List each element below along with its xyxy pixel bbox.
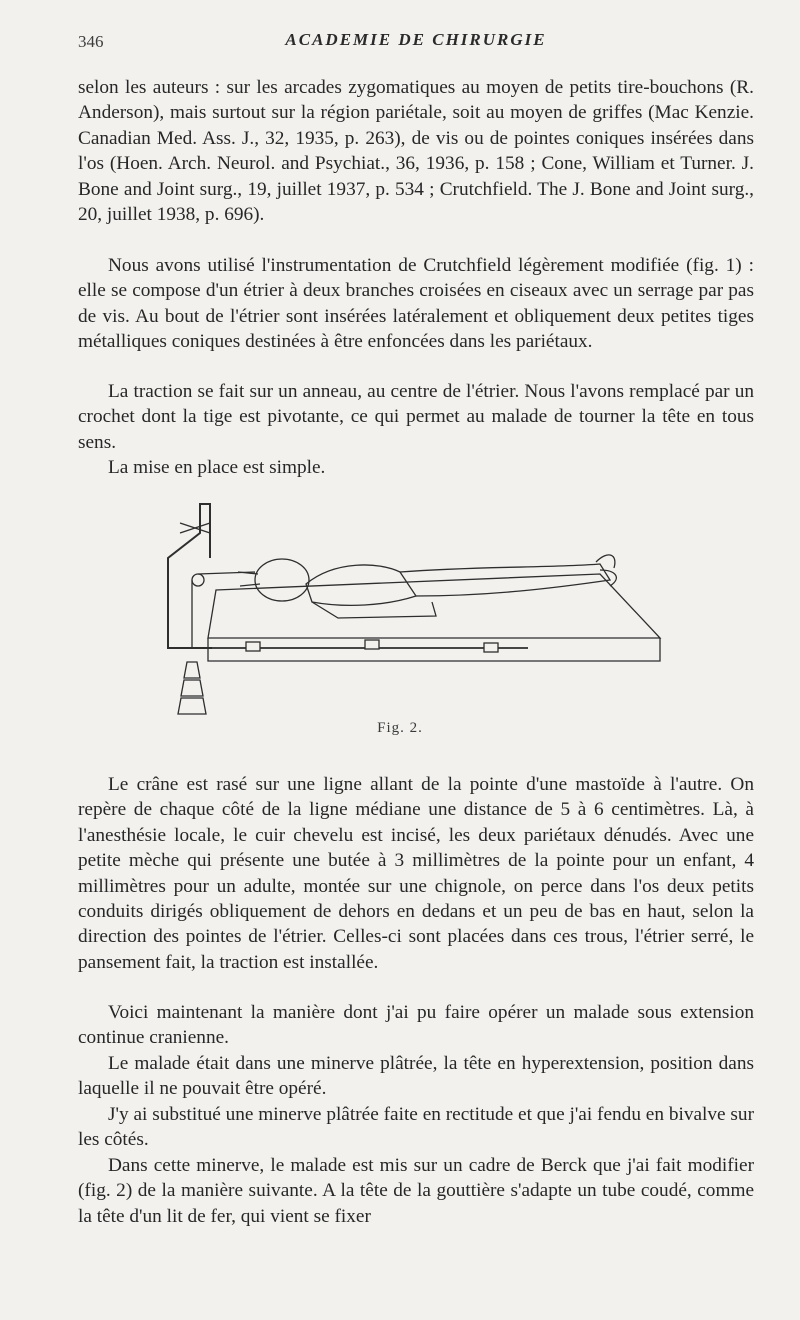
pulley (192, 574, 204, 586)
frame-side (208, 638, 660, 661)
weight-3 (178, 698, 206, 714)
paragraph-minerve: Le malade était dans une minerve plâtrée, la tête en hyperextension, position dans laquelle il ne pouvait être opéré. (78, 1053, 754, 1100)
bent-tube (168, 504, 212, 648)
weight-1 (184, 662, 200, 678)
figure-caption: Fig. 2. (377, 720, 423, 736)
frame-top (208, 574, 660, 638)
paragraph-procedure: Le crâne est rasé sur une ligne allant de la pointe d'une mastoïde à l'autre. On repère de chaque côté de la ligne médiane une distance de 5 à 6 centimètres. Là, à l'anesthésie locale, le cuir chevelu est incisé, les deux pariétaux dénudés. Avec une petite mèche qui présente une butée à 3 millimètres de la pointe pour un enfant, 4 millimètres pour un adulte, montée sur une chignole, on perce dans l'os deux petits conduits dirigés obliquement de dehors en dedans et un peu de bas en haut, selon la direction des pointes de l'étrier. Celles-ci sont placées dans ces trous, l'étrier serré, le pansement fait, la traction est installée. (78, 774, 754, 973)
paragraph-bivalve: J'y ai substitué une minerve plâtrée faite en rectitude et que j'ai fendu en bivalve sur les côtés. (78, 1104, 754, 1151)
paragraph-voici: Voici maintenant la manière dont j'ai pu faire opérer un malade sous extension continue cranienne. (78, 1002, 754, 1049)
paragraph-cadre-berck: Dans cette minerve, le malade est mis sur un cadre de Berck que j'ai fait modifier (fig. 2) de la manière suivante. A la tête de la gouttière s'adapte un tube coudé, comme la tête d'un lit de fer, qui vient se fixer (78, 1155, 754, 1227)
figure-berck-frame-illustration (160, 498, 670, 728)
page-header (78, 30, 754, 56)
patient-legs (400, 564, 610, 596)
weight-2 (181, 680, 203, 696)
paragraph-mise-en-place: La mise en place est simple. (108, 457, 326, 478)
paragraph-instrumentation: Nous avons utilisé l'instrumentation de Crutchfield légèrement modifiée (fig. 1) : elle se compose d'un étrier à deux branches croisées en ciseaux avec un serrage par pas de vis. Au bout de l'étrier sont insérées latéralement et obliquement deux petites tiges métalliques coniques destinées à être enfoncées dans les pariétaux. (78, 255, 754, 353)
running-title: ACADEMIE DE CHIRURGIE (285, 30, 547, 49)
patient-head (255, 559, 309, 601)
patient-foot (596, 555, 615, 568)
paragraph-references: selon les auteurs : sur les arcades zygomatiques au moyen de petits tire-bouchons (R. Anderson), mais surtout sur la région pariétale, soit au moyen de griffes (Mac Kenzie. Canadian Med. Ass. J., 32, 1935, p. 263), de vis ou de pointes coniques insérées dans l'os (Hoen. Arch. Neurol. and Psychiat., 36, 1936, p. 158 ; Cone, William et Turner. J. Bone and Joint surg., 19, juillet 1937, p. 534 ; Crutchfield. The J. Bone and Joint surg., 20, juillet 1938, p. 696). (78, 77, 754, 226)
paragraph-traction: La traction se fait sur un anneau, au centre de l'étrier. Nous l'avons remplacé par un crochet dont la tige est pivotante, ce qui permet au malade de tourner la tête en tous sens. (78, 381, 754, 453)
page-number: 346 (78, 32, 104, 51)
